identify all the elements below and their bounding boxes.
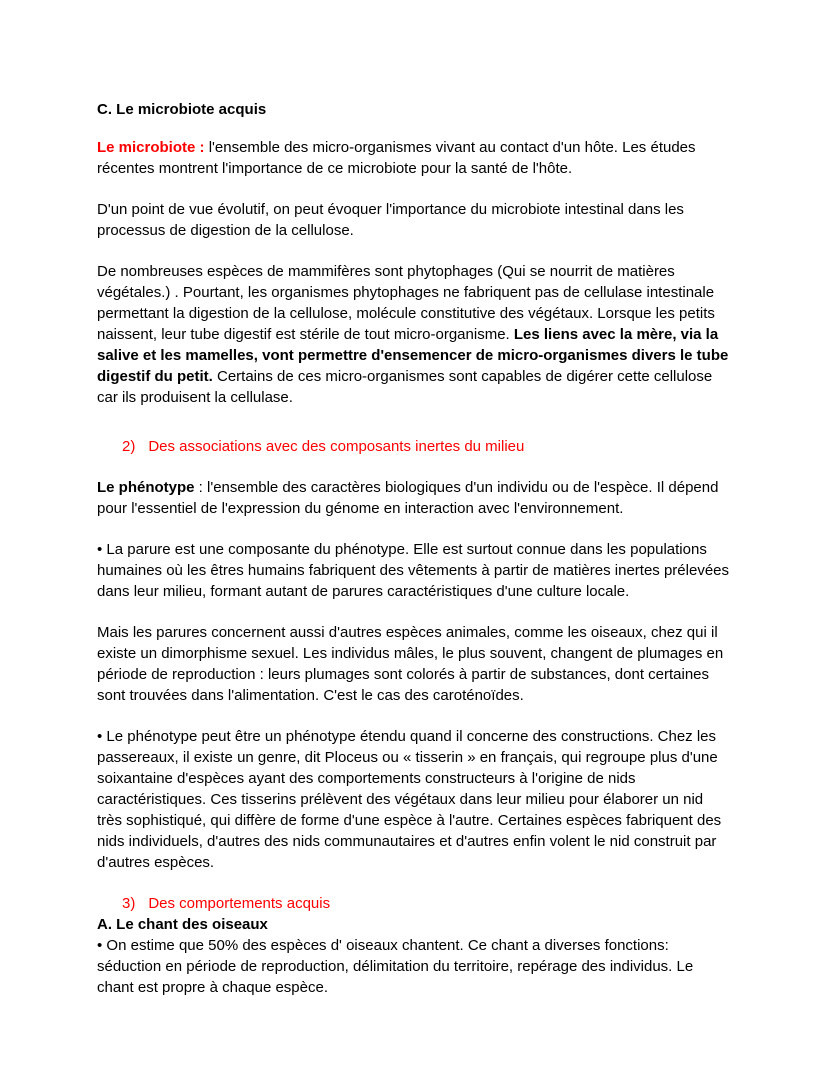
paragraph-parures-oiseaux: Mais les parures concernent aussi d'autres espèces animales, comme les oiseaux, chez qui il existe un dimorphisme sexuel. Les individus mâles, le plus souvent, changent de plumages en période de reproduction : leurs plumages sont colorés à partir de substances, dont certaines sont trouvées dans l'alimentation. C'est le cas des caroténoïdes. — [97, 624, 724, 704]
paragraph-parure: • La parure est une composante du phénotype. Elle est surtout connue dans les populations humaines où les êtres humains fabriquent des vêtements à partir de matières inertes prélevées dans leur milieu, formant autant de parures caractéristiques d'une culture locale. — [97, 541, 729, 600]
section-heading-3 — [97, 893, 729, 914]
paragraph-chant: • On estime que 50% des espèces d' oiseaux chantent. Ce chant a diverses fonctions: séduction en période de reproduction, délimitation du territoire, repérage des individus. Le chant est propre à chaque espèce. — [97, 937, 694, 996]
section-heading-2 — [97, 436, 729, 457]
paragraph-phenotype-definition — [97, 477, 729, 519]
heading-microbiote-acquis: C. Le microbiote acquis — [97, 101, 267, 118]
section-2-label: Des associations avec des composants inertes du milieu — [148, 438, 525, 455]
mammiferes-text-3: Certains de ces micro-organismes sont capables de digérer cette cellulose car ils produisent la cellulase. — [97, 368, 713, 406]
phenotype-definition-text: : l'ensemble des caractères biologiques d'un individu ou de l'espèce. Il dépend pour l'essentiel de l'expression du génome en interaction avec l'environnement. — [97, 479, 719, 517]
paragraph-mammiferes-phytophages — [97, 261, 729, 408]
section-2-number: 2) — [122, 438, 136, 455]
section-3-number: 3) — [122, 895, 136, 912]
paragraph-point-de-vue-evolutif: D'un point de vue évolutif, on peut évoquer l'importance du microbiote intestinal dans les processus de digestion de la cellulose. — [97, 201, 684, 239]
microbiote-definition-text: l'ensemble des micro-organismes vivant au contact d'un hôte. Les études récentes montrent l'importance de ce microbiote pour la santé de l'hôte. — [97, 139, 696, 177]
term-le-phenotype: Le phénotype — [97, 479, 195, 496]
section-3-label: Des comportements acquis — [148, 895, 331, 912]
mammiferes-text-1: De nombreuses espèces de mammifères sont phytophages (Qui se nourrit de matières végétales.) . Pourtant, les organismes phytophages ne fabriquent pas de cellulase intestinale permettant la digestion de la cellulose, molécule constitutive des végétaux. Lorsque les petits naissent, leur tube digestif est stérile de tout micro-organisme. — [97, 263, 715, 343]
heading-chant-des-oiseaux: A. Le chant des oiseaux — [97, 916, 268, 933]
paragraph-microbiote-definition — [97, 137, 729, 179]
paragraph-phenotype-etendu: • Le phénotype peut être un phénotype étendu quand il concerne des constructions. Chez les passereaux, il existe un genre, dit Ploceus ou « tisserin » en français, qui regroupe plus d'une soixantaine d'espèces ayant des comportements constructeurs à l'origine de nids caractéristiques. Ces tisserins prélèvent des végétaux dans leur milieu pour élaborer un nid très sophistiqué, qui diffère de forme d'une espèce à l'autre. Certaines espèces fabriquent des nids individuels, d'autres des nids communautaires et d'autres enfin volent le nid construit par d'autres espèces. — [97, 728, 722, 871]
term-le-microbiote: Le microbiote : — [97, 139, 205, 156]
mammiferes-text-bold: Les liens avec la mère, via la salive et les mamelles, vont permettre d'ensemencer de micro-organismes divers le tube digestif du petit. — [97, 326, 729, 385]
